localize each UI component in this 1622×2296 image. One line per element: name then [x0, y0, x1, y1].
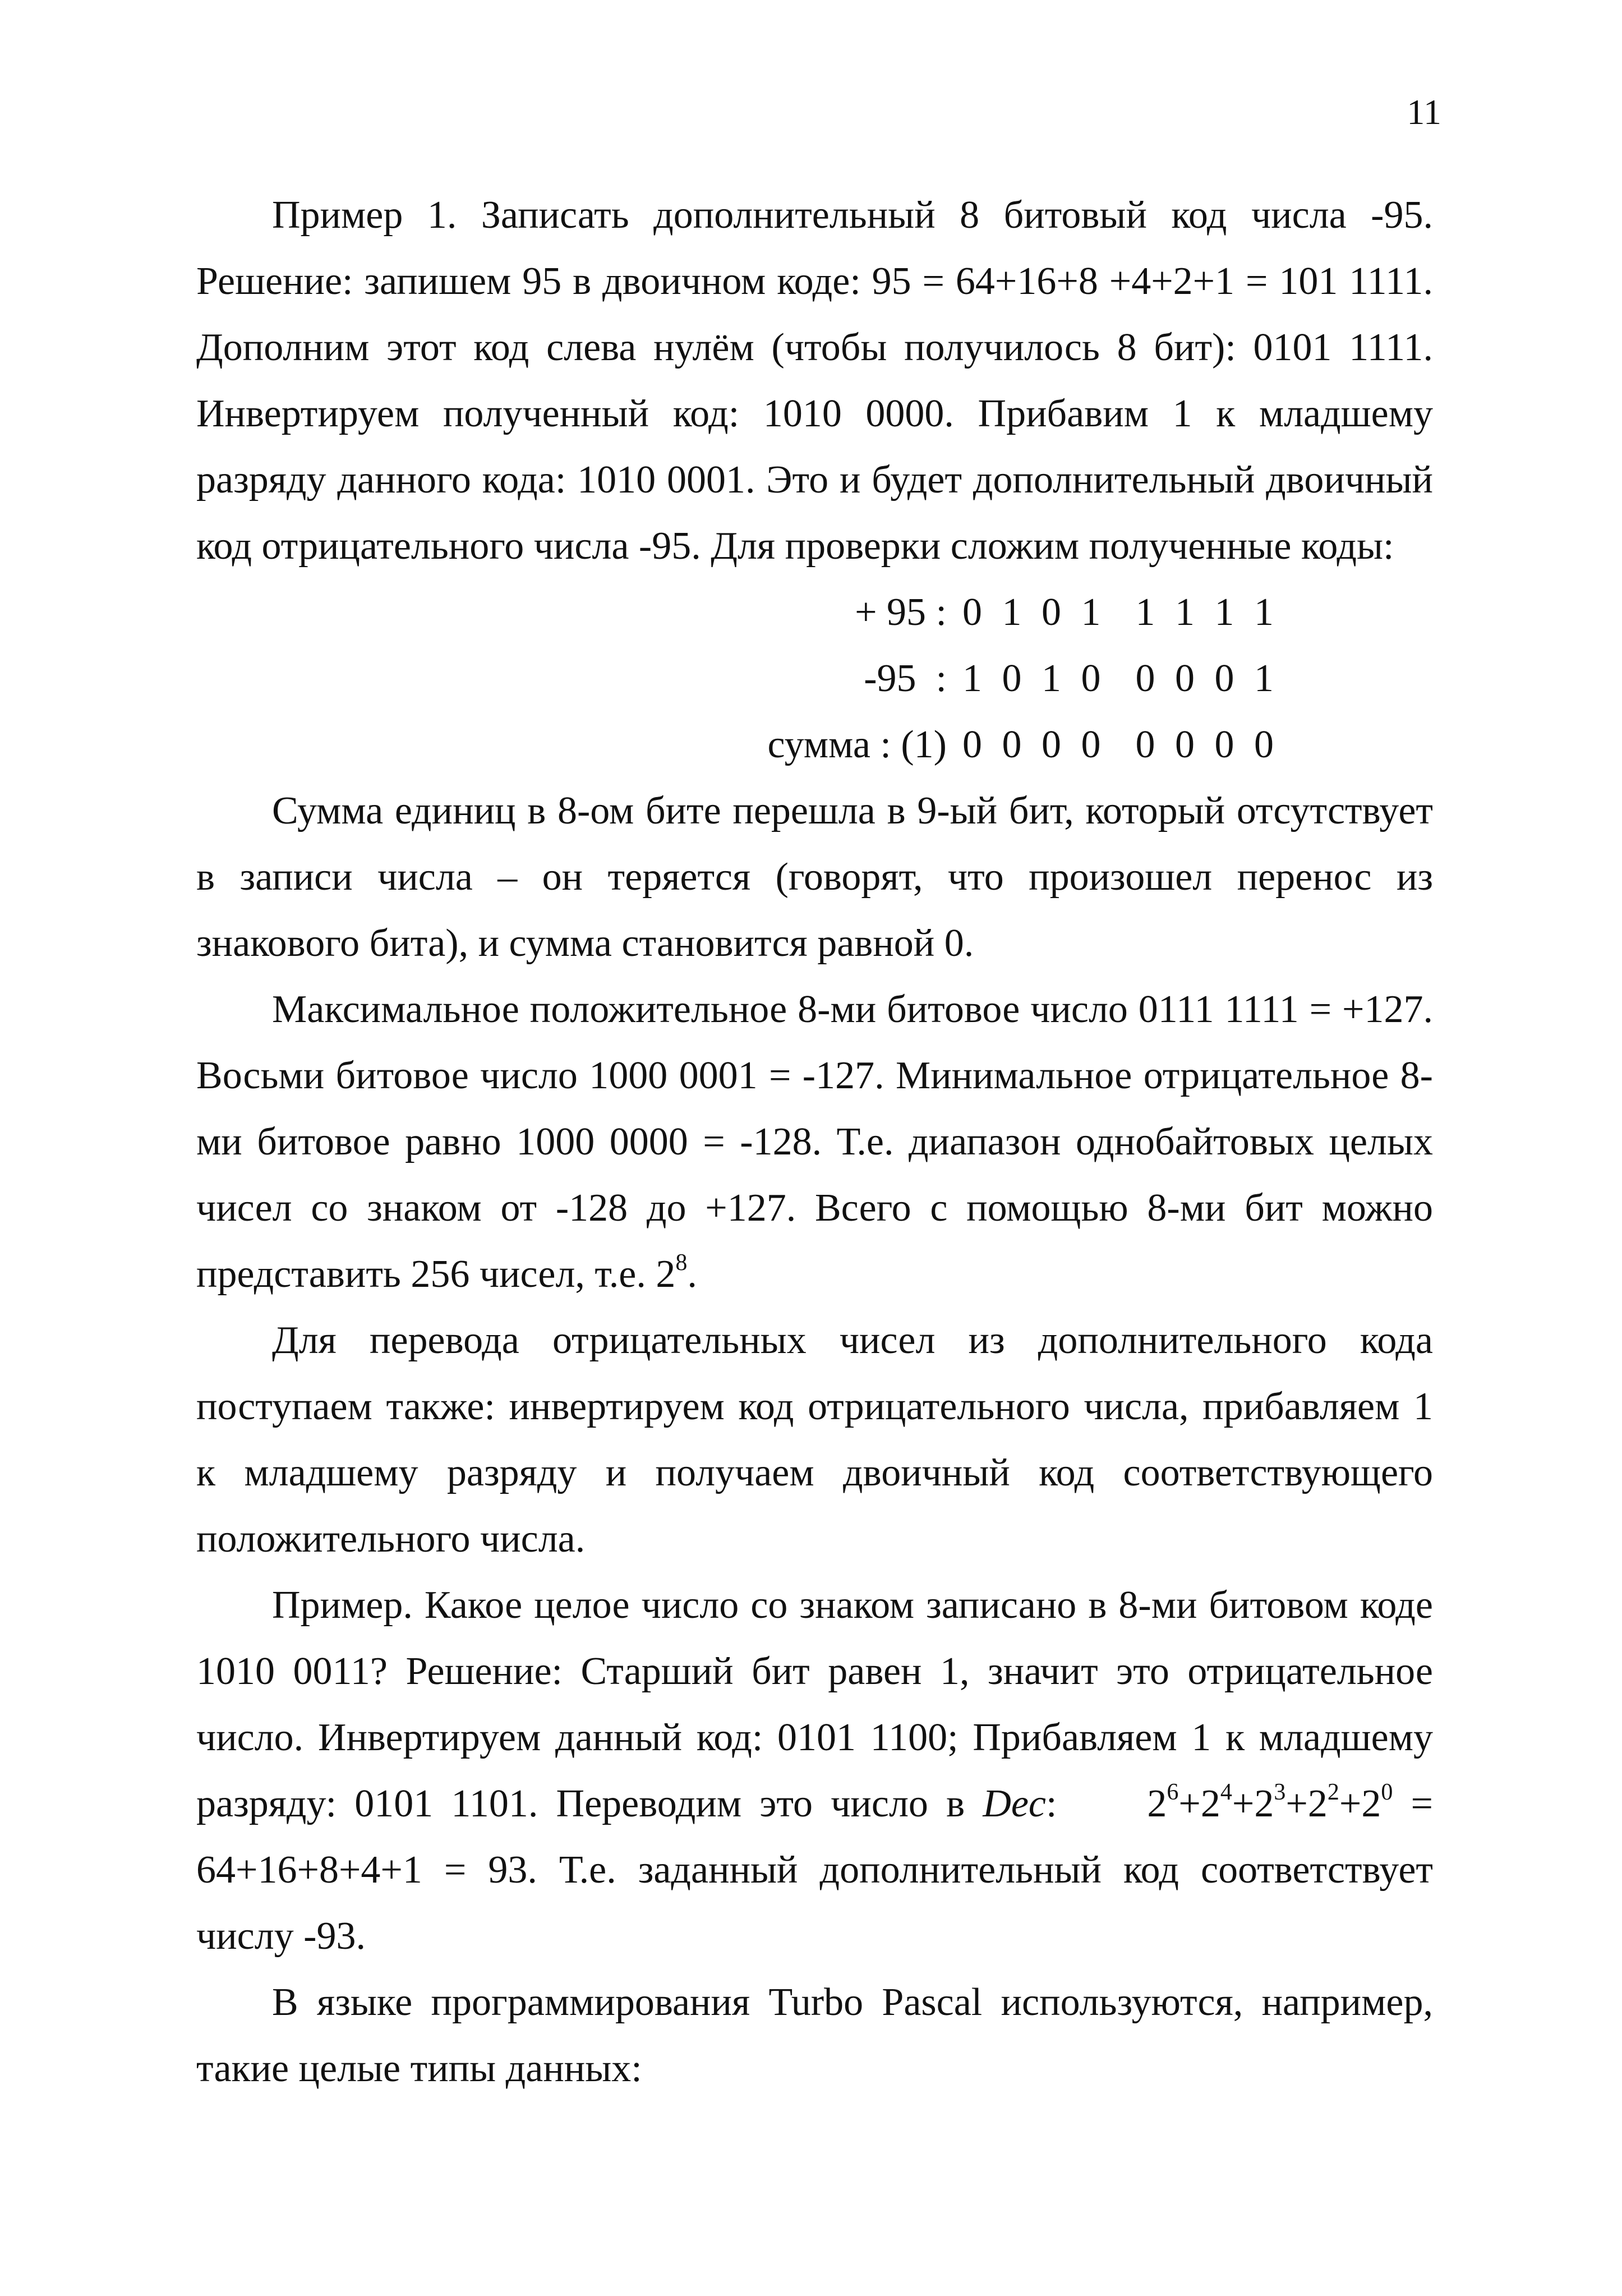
- calc-row-plus-95: [196, 579, 1433, 646]
- main-text: [196, 182, 1433, 2102]
- example-2-text: Пример. Какое целое число со знаком записано в 8-ми битовом коде 1010 0011? Решение: Старший бит равен 1, значит это отрицательное число. Инвертируем данный код: 0101 1100; Прибавляем 1 к младшему разряду: 0101 1101. Переводим это число в: [196, 1584, 1433, 1825]
- plus-sign: +: [1232, 1782, 1255, 1825]
- binary-sum-check: [196, 579, 1433, 778]
- plus-sign: +: [1285, 1782, 1308, 1825]
- formula-base: 2: [1307, 1782, 1328, 1825]
- power-formula: [1147, 1779, 1393, 1825]
- range-text: Максимальное положительное 8-ми битовое число 0111 1111 = +127. Восьми битовое число 1000 0001 = -127. Минимальное отрицательное 8-ми битовое равно 1000 0000 = -128. Т.е. диапазон однобайтовых целых чисел со знаком от -128 до +127. Всего с помощью 8-ми бит можно представить 256 чисел, т.е. 2: [196, 988, 1433, 1296]
- formula-base: 2: [1147, 1782, 1167, 1825]
- plus-sign: +: [1178, 1782, 1201, 1825]
- paragraph-example-2: [196, 1572, 1433, 1970]
- calc-row-minus-95: [196, 646, 1433, 712]
- calc-value: 0 1 0 1 1 1 1 1: [962, 591, 1279, 634]
- calc-label: + 95 :: [855, 591, 947, 634]
- exponent: 2: [1327, 1779, 1339, 1805]
- calc-value: 1 0 1 0 0 0 0 1: [962, 657, 1279, 700]
- plus-sign: +: [1339, 1782, 1362, 1825]
- page-number: 11: [1407, 92, 1441, 132]
- example-2-result: 64+16+8+4+1 = 93. Т.е. заданный дополнительный код соответствует числу -93.: [196, 1848, 1433, 1958]
- exponent: 8: [675, 1249, 688, 1276]
- calc-value: 0 0 0 0 0 0 0 0: [962, 723, 1279, 766]
- paragraph-pascal-types: В языке программирования Turbo Pascal используются, например, такие целые типы данных:: [196, 1981, 1433, 2090]
- calc-label: сумма : (1): [767, 723, 947, 766]
- paragraph-negative-conversion: Для перевода отрицательных чисел из дополнительного кода поступаем также: инвертируем код отрицательного числа, прибавляем 1 к младшему разряду и получаем двоичный код соответствующего положительного числа.: [196, 1319, 1433, 1561]
- dec-term: Dec: [983, 1782, 1047, 1825]
- exponent: 4: [1220, 1779, 1232, 1805]
- paragraph-range: [196, 977, 1433, 1308]
- calc-row-sum: [196, 712, 1433, 778]
- punctuation: .: [687, 1253, 697, 1296]
- calc-label: -95 :: [864, 657, 947, 700]
- equals-sign: =: [1411, 1782, 1434, 1825]
- paragraph-overflow-explanation: Сумма единиц в 8-ом бите перешла в 9-ый бит, который отсутствует в записи числа – он теряется (говорят, что произошел перенос из знакового бита), и сумма становится равной 0.: [196, 789, 1433, 965]
- formula-base: 2: [1254, 1782, 1274, 1825]
- paragraph-example-1: Пример 1. Записать дополнительный 8 битовый код числа -95. Решение: запишем 95 в двоичном коде: 95 = 64+16+8 +4+2+1 = 101 1111. Дополним этот код слева нулём (чтобы получилось 8 бит): 0101 1111. Инвертируем полученный код: 1010 0000. Прибавим 1 к младшему разряду данного кода: 1010 0001. Это и будет дополнительный двоичный код отрицательного числа -95. Для проверки сложим полученные коды:: [196, 194, 1433, 568]
- exponent: 6: [1167, 1779, 1179, 1805]
- exponent: 3: [1274, 1779, 1286, 1805]
- formula-base: 2: [1200, 1782, 1220, 1825]
- formula-base: 2: [1361, 1782, 1381, 1825]
- exponent: 0: [1381, 1779, 1393, 1805]
- colon: :: [1046, 1782, 1057, 1825]
